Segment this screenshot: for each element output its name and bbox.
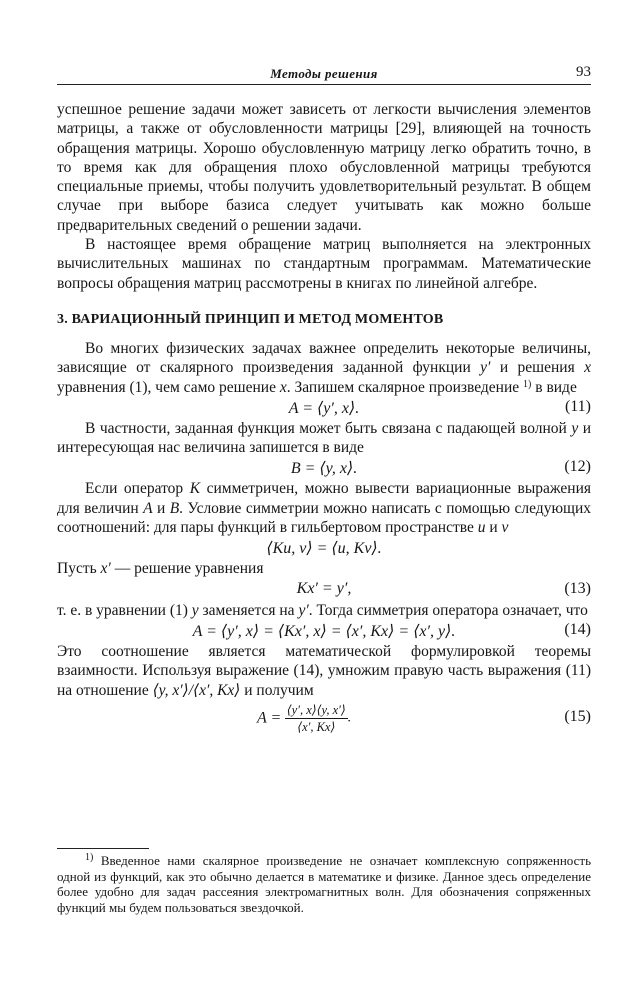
footnote-text: Введенное нами скалярное произведение не означает комплексную сопряженность одной из функций, как это обычно делается в математике и физике. Данное здесь определение более удобно для задач рассеяния электромагнитных волн. Для обозначения сопряженных функций мы будем пользоваться звездочкой. (57, 853, 591, 916)
equation-14 (57, 620, 591, 642)
equation-12-formula: B = ⟨y, x⟩. (290, 460, 358, 478)
equation-13-number: (13) (564, 579, 591, 597)
paragraph-5: Если оператор K симметричен, можно вывести вариационные выражения для величин A и B. Условие симметрии можно написать с помощью следующих соотношений: для пары функций в гильбертовом пространстве u и v (57, 480, 592, 537)
equation-12 (57, 457, 591, 479)
equation-12-number: (12) (564, 458, 591, 476)
equation-11 (57, 397, 591, 419)
equation-13-formula: Kx′ = y′, (296, 579, 352, 597)
paragraph-8: Это соотношение является математической формулировкой теоремы взаимности. Используя выражение (14), умножим правую часть выражения (11) на отношение ⟨y, x′⟩/⟨x′, Kx⟩ и получим (57, 642, 591, 699)
footnote-mark: 1) (85, 852, 94, 863)
equation-14-number: (14) (564, 620, 591, 638)
equation-15-denominator: ⟨x′, Kx⟩ (297, 719, 336, 734)
equation-11-formula: A = ⟨y′, x⟩. (288, 399, 360, 417)
paragraph-7: т. е. в уравнении (1) y заменяется на y′. Тогда симметрия оператора означает, что (57, 601, 588, 619)
equation-15-number: (15) (564, 707, 591, 725)
section-heading: 3. ВАРИАЦИОННЫЙ ПРИНЦИП И МЕТОД МОМЕНТОВ (57, 311, 444, 327)
footnote (57, 853, 591, 916)
footnote-ref: 1) (523, 378, 532, 390)
paragraph-6: Пусть x′ — решение уравнения (57, 560, 264, 578)
equation-15-numerator: ⟨y′, x⟩⟨y, x′⟩ (286, 702, 346, 717)
page-body (57, 100, 591, 734)
paragraph-1: успешное решение задачи может зависеть от легкости вычисления элементов матрицы, а также от обусловленности матрицы [29], влияющей на точность обращения матрицы. Хорошо обусловленную матрицу легко обратить точно, в то время как для обращения плохо обусловленной матрицы требуются специальные приемы, чтобы получить удовлетворительный результат. В общем случае при выборе базиса следует учитывать как можно больше предварительных сведений о решении задачи. (57, 101, 591, 234)
page-header (57, 62, 591, 85)
paragraph-3: Во многих физических задачах важнее определить некоторые величины, зависящие от скалярного произведения заданной функции y′ и решения x уравнения (1), чем само решение x. Запишем скалярное произведение $^{1)}$ в виде (57, 339, 591, 396)
equation-11-number: (11) (564, 397, 591, 415)
paragraph-2: В настоящее время обращение матриц выполняется на электронных вычислительных машинах по стандартным программам. Математические вопросы обращения матриц рассмотрены в книгах по линейной алгебре. (57, 236, 591, 292)
equation-15 (57, 700, 591, 734)
equation-15-fraction (285, 702, 348, 735)
paragraph-4: В частности, заданная функция может быть связана с падающей волной y и интересующая нас величина запишется в виде (57, 419, 592, 457)
footnote-divider (57, 848, 149, 849)
equation-symmetry-formula: ⟨Ku, v⟩ = ⟨u, Kv⟩. (266, 540, 382, 558)
equation-13 (57, 579, 591, 601)
equation-symmetry (57, 537, 591, 559)
equation-15-formula: A = $\frac{⟨y', x⟩⟨y, x'⟩}{⟨x', Kx⟩}$ . (257, 702, 352, 734)
equation-14-formula: A = ⟨y′, x⟩ = ⟨Kx′, x⟩ = ⟨x′, Kx⟩ = ⟨x′, y⟩. (192, 622, 456, 640)
page-number: 93 (576, 64, 591, 80)
running-title: Методы решения (270, 66, 378, 81)
